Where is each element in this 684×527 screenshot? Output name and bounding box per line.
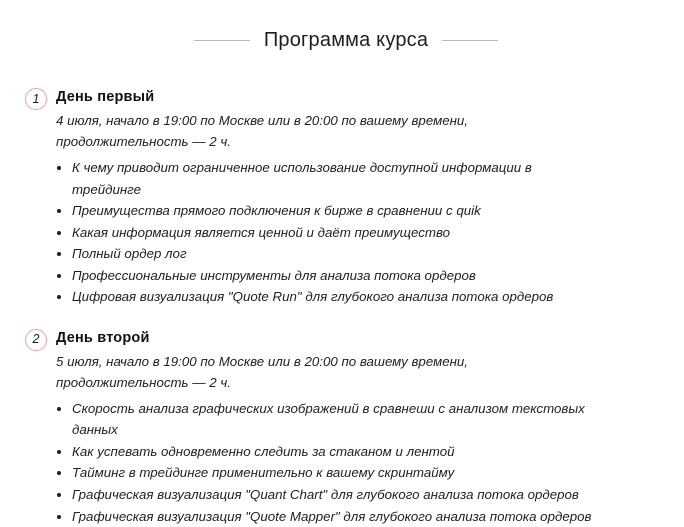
title-rule-left	[194, 40, 250, 41]
list-item: Преимущества прямого подключения к бирже в сравнении с quik	[56, 200, 592, 222]
list-item: Графическая визуализация "Quant Chart" для глубокого анализа потока ордеров	[56, 484, 600, 506]
program-sections	[0, 88, 684, 527]
list-item: Профессиональные инструменты для анализа потока ордеров	[56, 265, 592, 287]
list-item: Графическая визуализация "Quote Mapper" для глубокого анализа потока ордеров	[56, 506, 600, 527]
day-section-2	[0, 329, 684, 527]
page-title-block	[0, 0, 684, 64]
list-item: Цифровая визуализация "Quote Run" для глубокого анализа потока ордеров	[56, 286, 592, 308]
day-meta-1: 4 июля, начало в 19:00 по Москве или в 20:00 по вашему времени, продолжительность — 2 ч.	[56, 112, 468, 150]
page-title: Программа курса	[263, 29, 429, 52]
day-heading-1: День первый	[56, 88, 155, 105]
day-meta-2: 5 июля, начало в 19:00 по Москве или в 20:00 по вашему времени, продолжительность — 2 ч.	[56, 353, 468, 391]
day-number-badge-2: 2	[25, 329, 47, 351]
list-item: К чему приводит ограниченное использование доступной информации в трейдинге	[56, 157, 592, 200]
day-number-badge-1: 1	[25, 88, 47, 110]
topic-list-2	[56, 398, 684, 527]
list-item: Скорость анализа графических изображений в сравнеши с анализом текстовых данных	[56, 398, 600, 441]
day-heading-2: День второй	[56, 329, 150, 346]
list-item: Какая информация является ценной и даёт преимущество	[56, 222, 592, 244]
day-section-1	[0, 88, 684, 308]
list-item: Полный ордер лог	[56, 243, 592, 265]
list-item: Как успевать одновременно следить за стаканом и лентой	[56, 441, 600, 463]
list-item: Тайминг в трейдинге применительно к вашему скринтайму	[56, 462, 600, 484]
topic-list-1	[56, 157, 684, 308]
title-rule-right	[442, 40, 498, 41]
